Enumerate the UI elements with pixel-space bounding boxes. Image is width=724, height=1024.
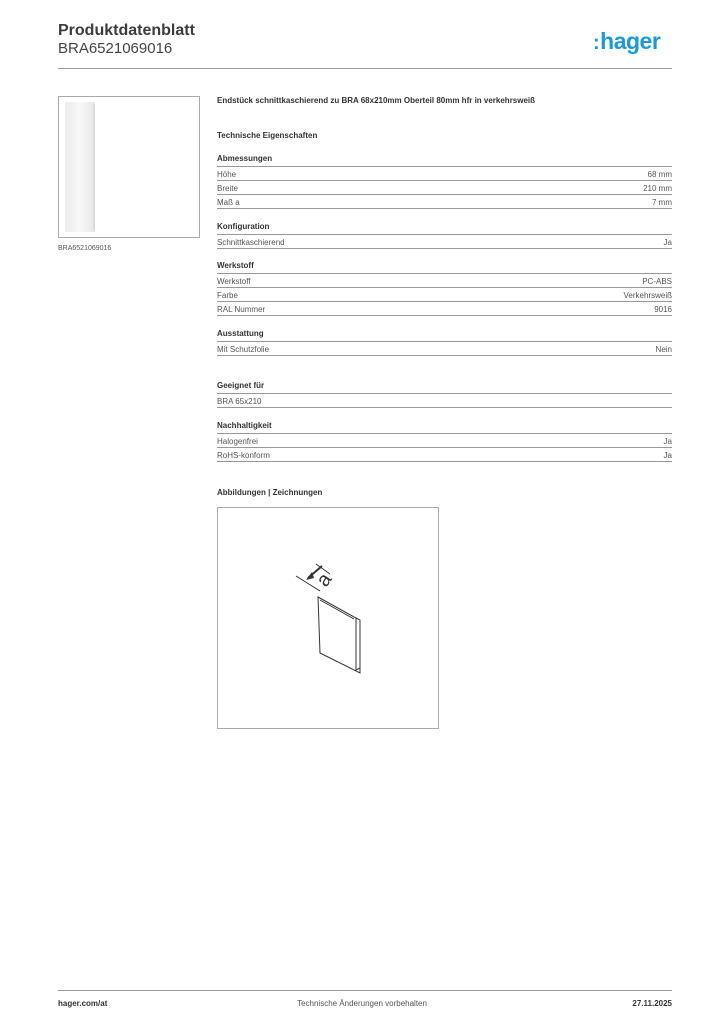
logo-text: hager [600, 28, 661, 54]
table-row [217, 448, 672, 462]
group-nachhaltigkeit [217, 421, 672, 462]
table-row [217, 235, 672, 249]
row-label: Maß a [217, 198, 240, 207]
row-label: Mit Schutzfolie [217, 345, 270, 354]
row-value: 210 mm [643, 184, 672, 193]
row-label: Breite [217, 184, 238, 193]
product-details [217, 96, 672, 460]
drawing-svg [218, 508, 438, 728]
table-row [217, 434, 672, 448]
group-geeignet-fuer [217, 381, 672, 408]
row-value: Ja [663, 238, 672, 247]
logo-dots: : [593, 32, 600, 54]
page-title: Produktdatenblatt [58, 22, 195, 39]
table-row [217, 274, 672, 288]
group-title: Werkstoff [217, 261, 672, 274]
table-row [217, 394, 672, 408]
article-number: BRA6521069016 [58, 40, 173, 57]
group-abmessungen [217, 154, 672, 209]
group-title: Geeignet für [217, 381, 672, 394]
product-shape [65, 102, 95, 232]
table-row [217, 167, 672, 181]
group-konfiguration [217, 222, 672, 249]
group-werkstoff [217, 261, 672, 316]
table-row [217, 181, 672, 195]
row-value: Ja [663, 451, 672, 460]
header-divider [58, 68, 672, 69]
table-row [217, 302, 672, 316]
group-title: Nachhaltigkeit [217, 421, 672, 434]
row-value: Verkehrsweiß [623, 291, 672, 300]
table-row [217, 342, 672, 356]
drawings-title: Abbildungen | Zeichnungen [217, 488, 323, 497]
row-value: Nein [655, 345, 672, 354]
row-value: 7 mm [652, 198, 672, 207]
footer-website-link[interactable]: hager.com/at [58, 999, 108, 1008]
group-title: Ausstattung [217, 329, 672, 342]
row-label: RAL Nummer [217, 305, 266, 314]
group-title: Konfiguration [217, 222, 672, 235]
product-edge [93, 104, 95, 230]
row-label: Werkstoff [217, 277, 251, 286]
footer-divider [58, 990, 672, 991]
footer-date: 27.11.2025 [632, 999, 672, 1008]
row-label: Schnittkaschierend [217, 238, 285, 247]
row-label: Höhe [217, 170, 237, 179]
table-row [217, 195, 672, 209]
end-piece-outline [318, 597, 360, 673]
row-label: BRA 65x210 [217, 397, 262, 406]
row-label: Halogenfrei [217, 437, 258, 446]
row-label: Farbe [217, 291, 238, 300]
product-image-caption: BRA6521069016 [58, 245, 112, 252]
row-value: 68 mm [647, 170, 672, 179]
dimension-label-a: a [312, 569, 337, 591]
table-row [217, 288, 672, 302]
row-label: RoHS-konform [217, 451, 270, 460]
hager-logo[interactable] [593, 28, 660, 55]
row-value: PC-ABS [642, 277, 672, 286]
tech-properties-title: Technische Eigenschaften [217, 131, 318, 140]
technical-drawing [217, 507, 439, 729]
row-value: Ja [663, 437, 672, 446]
group-ausstattung [217, 329, 672, 356]
row-value: 9016 [654, 305, 672, 314]
footer-disclaimer: Technische Änderungen vorbehalten [297, 999, 427, 1008]
group-title: Abmessungen [217, 154, 672, 167]
product-description: Endstück schnittkaschierend zu BRA 68x210mm Oberteil 80mm hfr in verkehrsweiß [217, 96, 536, 105]
product-image [58, 96, 200, 238]
